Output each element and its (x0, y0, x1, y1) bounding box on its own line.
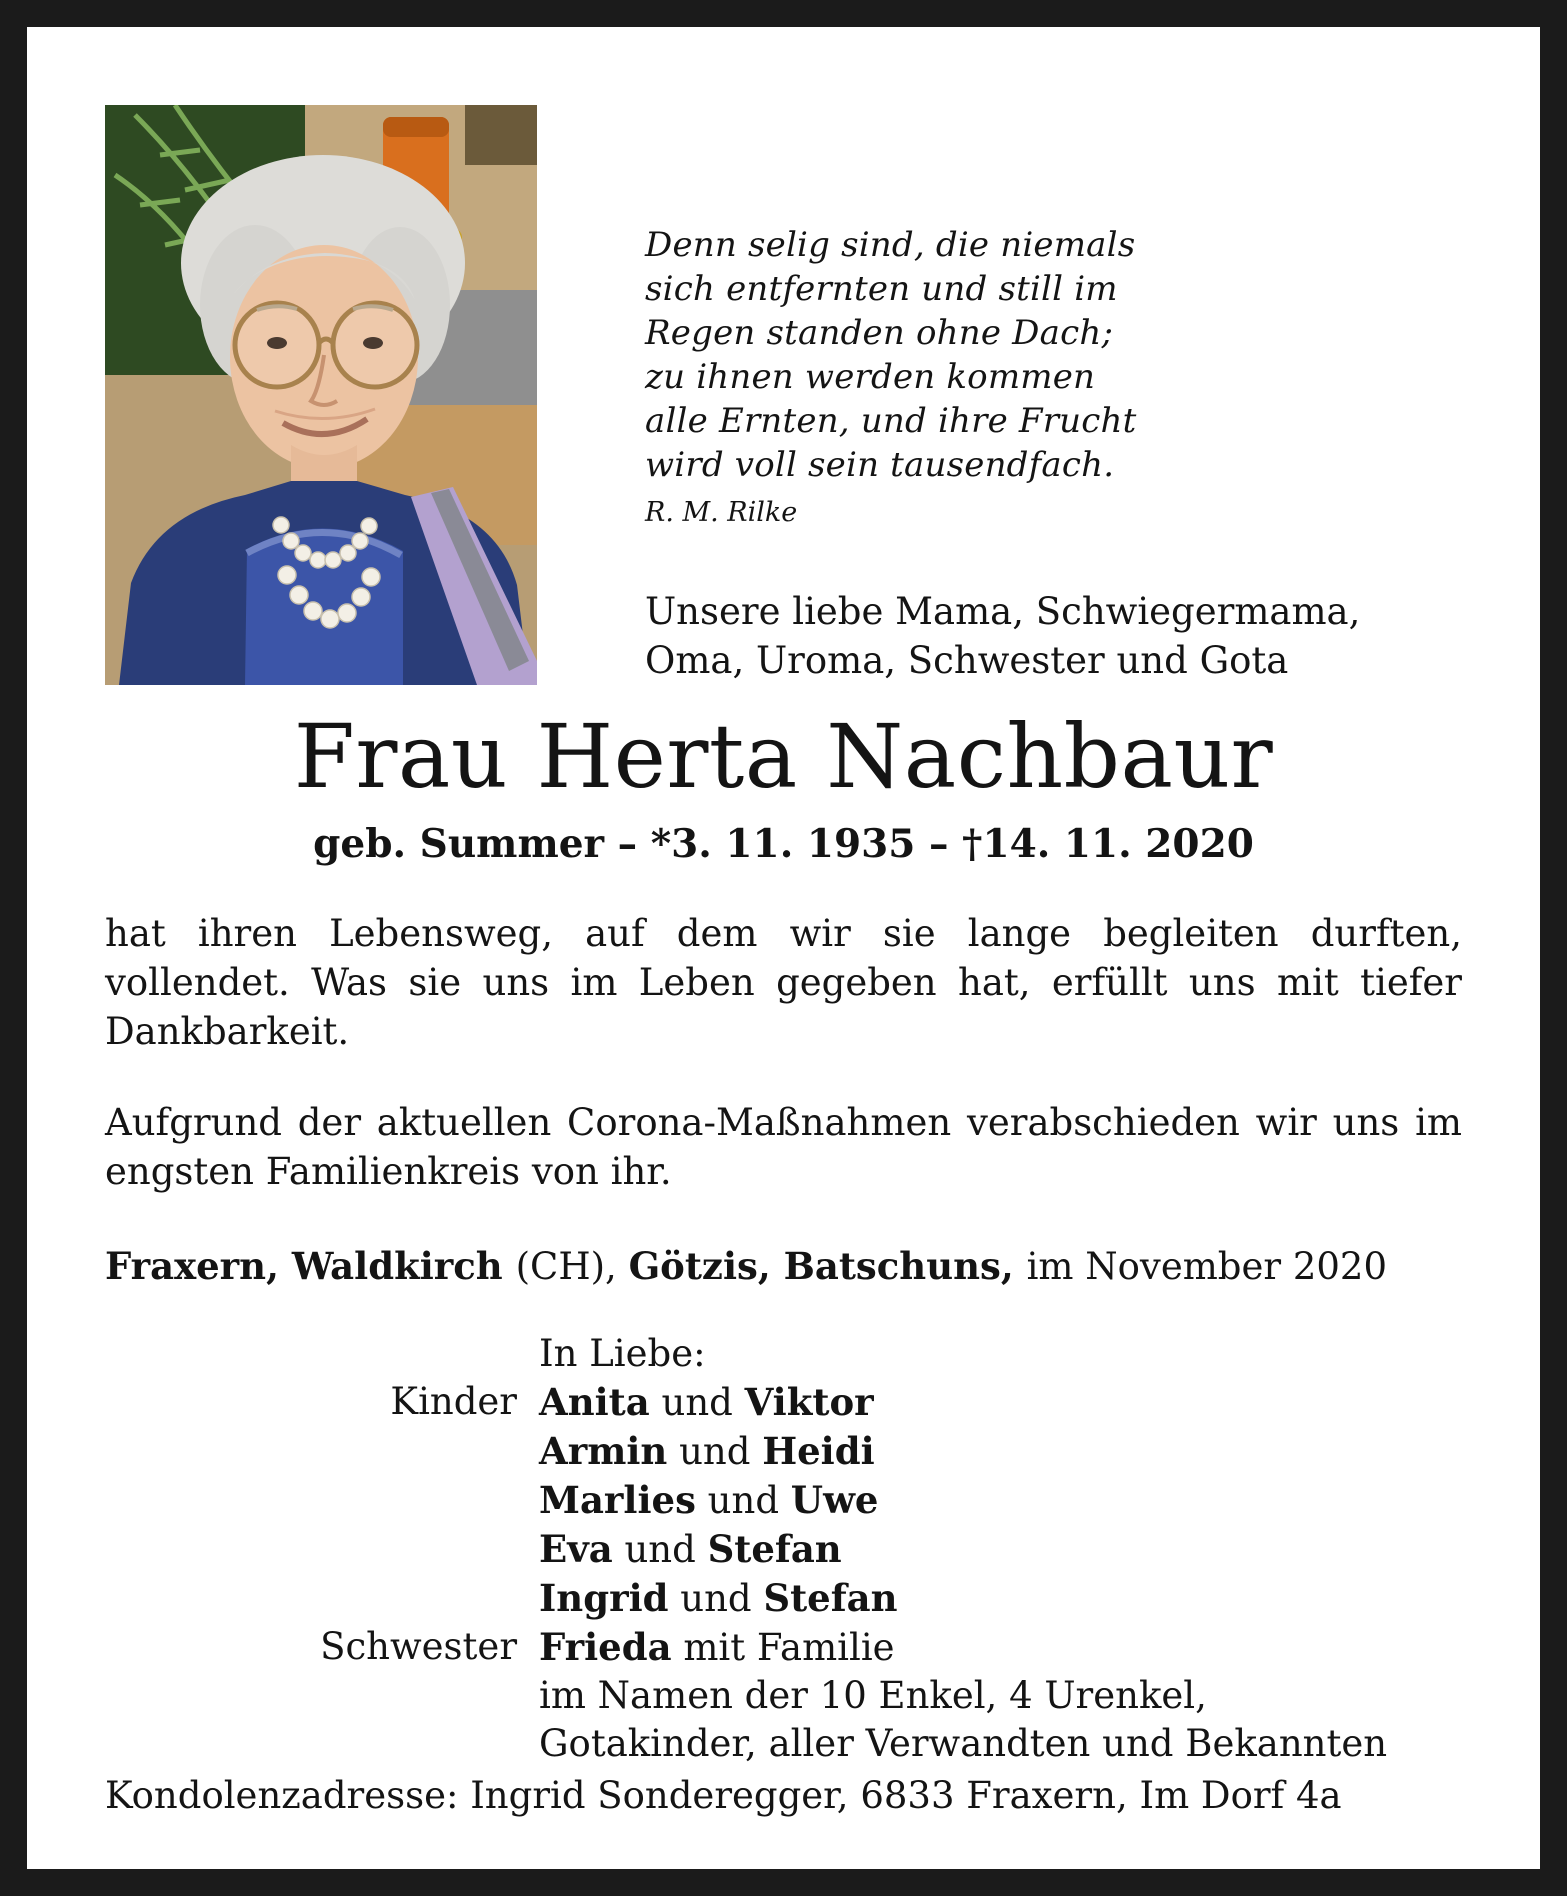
family-role-label (105, 1720, 517, 1768)
text-segment: mit Familie (671, 1626, 895, 1670)
family-names-line (539, 1574, 1462, 1623)
text-segment: und (612, 1528, 708, 1572)
text-segment: Götzis, Batschuns, (628, 1244, 1027, 1289)
text-segment: (CH), (515, 1245, 629, 1289)
text-segment: und (667, 1430, 763, 1474)
portrait-photo-illustration (105, 105, 537, 685)
family-names-line (539, 1378, 1462, 1427)
family-role-label: Schwester (320, 1625, 517, 1669)
text-segment: Armin (539, 1429, 668, 1474)
family-role-label (105, 1330, 517, 1378)
text-segment: Stefan (707, 1527, 842, 1572)
text-segment: Stefan (763, 1576, 898, 1621)
salutation (645, 587, 1462, 685)
family-names-line (539, 1720, 1462, 1768)
poem-line: Regen standen ohne Dach; (645, 313, 1114, 353)
family-list (105, 1330, 1462, 1768)
body-paragraph-1: hat ihren Lebensweg, auf dem wir sie lange begleiten durften, vollendet. Was sie uns im Leben gegeben hat, erfüllt uns mit tiefer Dankbarkeit. (105, 912, 1462, 1054)
text-segment: und (649, 1381, 745, 1425)
text-segment: Gotakinder, aller Verwandten und Bekannten (539, 1722, 1388, 1766)
family-names-line (539, 1623, 1462, 1672)
text-segment: Frieda (539, 1625, 672, 1670)
text-segment: im November 2020 (1026, 1245, 1388, 1289)
text-segment: Heidi (762, 1429, 875, 1474)
top-section (105, 105, 1462, 685)
poem-line: alle Ernten, und ihre Frucht (645, 401, 1137, 441)
poem-line: zu ihnen werden kommen (645, 357, 1096, 397)
family-names-line (539, 1476, 1462, 1525)
poem-line: sich entfernten und still im (645, 269, 1118, 309)
family-names-line (539, 1672, 1462, 1720)
obituary-sheet (27, 27, 1540, 1869)
poem-line: Denn selig sind, die niemals (645, 225, 1136, 265)
deceased-name-title: Frau Herta Nachbaur (293, 705, 1274, 808)
portrait-photo (105, 105, 537, 685)
salutation-line-1: Unsere liebe Mama, Schwiegermama, (645, 590, 1361, 633)
text-segment: Fraxern, Waldkirch (105, 1244, 516, 1289)
text-segment: Ingrid (539, 1576, 669, 1621)
family-role-label (105, 1476, 517, 1525)
text-segment: Uwe (790, 1478, 879, 1523)
poem-line: wird voll sein tausendfach. (645, 445, 1115, 485)
family-role-label (105, 1525, 517, 1574)
condolence-address: Kondolenzadresse: Ingrid Sonderegger, 6833 Fraxern, Im Dorf 4a (105, 1774, 1342, 1817)
memorial-poem (645, 223, 1462, 487)
text-segment: Marlies (539, 1478, 696, 1523)
family-role-label (105, 1672, 517, 1720)
text-segment: Eva (539, 1527, 613, 1572)
family-role-label (105, 1574, 517, 1623)
text-segment: und (695, 1479, 791, 1523)
family-role-label (105, 1427, 517, 1476)
text-segment: im Namen der 10 Enkel, 4 Urenkel, (539, 1674, 1207, 1718)
family-names-line (539, 1427, 1462, 1476)
family-names-line (539, 1525, 1462, 1574)
in-liebe-label: In Liebe: (539, 1332, 706, 1376)
text-segment: Viktor (744, 1380, 874, 1425)
birth-death-dates: geb. Summer – *3. 11. 1935 – †14. 11. 2020 (313, 821, 1254, 868)
family-role-label: Kinder (390, 1380, 517, 1424)
body-paragraph-2: Aufgrund der aktuellen Corona-Maßnahmen verabschieden wir uns im engsten Familienkreis von ihr. (105, 1101, 1462, 1194)
right-column (645, 105, 1462, 685)
poem-attribution: R. M. Rilke (645, 497, 798, 528)
location-date-line (105, 1244, 1462, 1288)
text-segment: Anita (539, 1380, 650, 1425)
text-segment: und (668, 1577, 764, 1621)
salutation-line-2: Oma, Uroma, Schwester und Gota (645, 639, 1289, 682)
